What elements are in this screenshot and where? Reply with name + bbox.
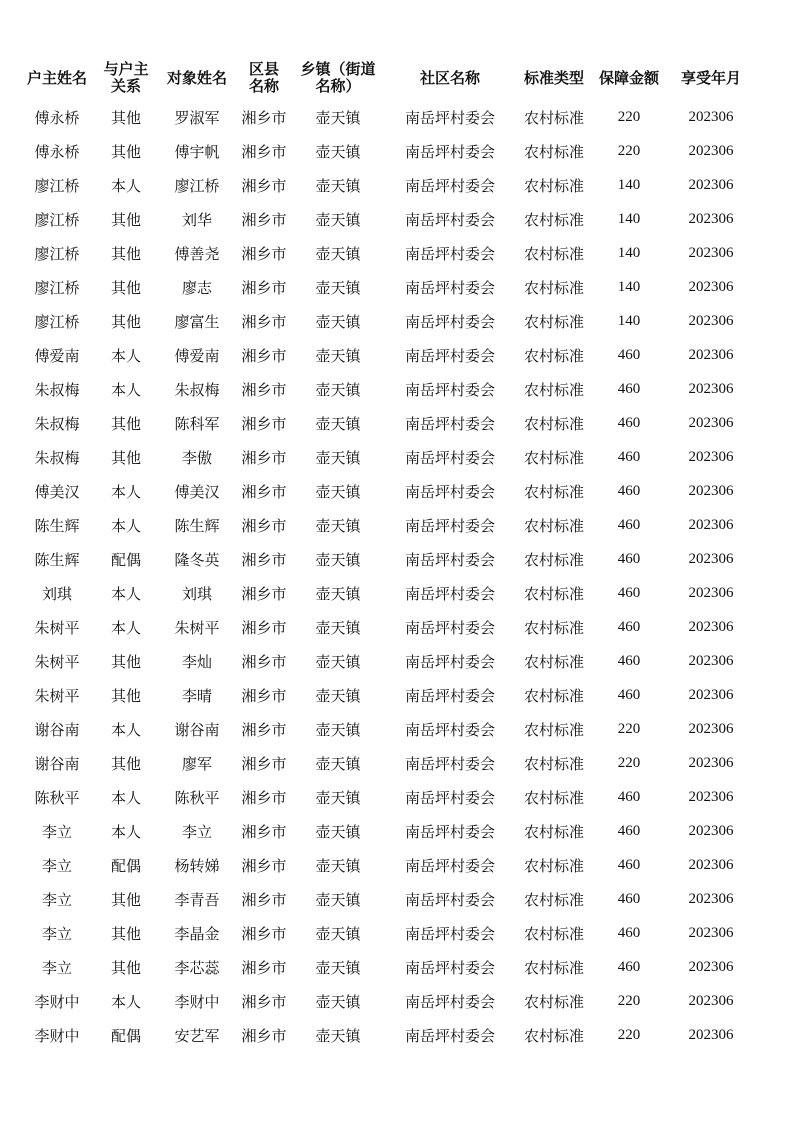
- relation-cell: 本人: [110, 720, 141, 739]
- relation-cell: 其他: [110, 652, 141, 671]
- relation-cell: 本人: [110, 584, 141, 603]
- member-name-cell: 陈生辉: [174, 516, 220, 535]
- table-row: [22, 712, 754, 746]
- standard-type-cell: 农村标准: [523, 244, 584, 263]
- community-cell: 南岳坪村委会: [404, 516, 495, 535]
- head-name-cell: 廖江桥: [34, 312, 80, 331]
- table-row: [22, 372, 754, 406]
- period-cell: 202306: [688, 618, 734, 635]
- table-row: [22, 950, 754, 984]
- amount-cell: 140: [617, 244, 641, 261]
- head-name-cell: 朱树平: [34, 618, 80, 637]
- head-name-cell: 陈生辉: [34, 550, 80, 569]
- amount-cell: 460: [617, 618, 641, 635]
- community-cell: 南岳坪村委会: [404, 448, 495, 467]
- table-body: [22, 100, 754, 1052]
- standard-type-cell: 农村标准: [523, 414, 584, 433]
- header-county: 区县 名称: [248, 60, 279, 95]
- amount-cell: 460: [617, 448, 641, 465]
- allowance-table: [22, 56, 754, 1052]
- period-cell: 202306: [688, 176, 734, 193]
- relation-cell: 本人: [110, 516, 141, 535]
- amount-cell: 460: [617, 584, 641, 601]
- period-cell: 202306: [688, 414, 734, 431]
- head-name-cell: 朱叔梅: [34, 414, 80, 433]
- standard-type-cell: 农村标准: [523, 924, 584, 943]
- period-cell: 202306: [688, 788, 734, 805]
- amount-cell: 460: [617, 380, 641, 397]
- relation-cell: 本人: [110, 788, 141, 807]
- county-cell: 湘乡市: [241, 958, 287, 977]
- relation-cell: 其他: [110, 278, 141, 297]
- period-cell: 202306: [688, 754, 734, 771]
- period-cell: 202306: [688, 278, 734, 295]
- amount-cell: 460: [617, 346, 641, 363]
- head-name-cell: 李立: [41, 822, 72, 841]
- town-cell: 壶天镇: [315, 822, 361, 841]
- amount-cell: 220: [617, 108, 641, 125]
- town-cell: 壶天镇: [315, 890, 361, 909]
- member-name-cell: 傅爱南: [174, 346, 220, 365]
- community-cell: 南岳坪村委会: [404, 1026, 495, 1045]
- period-cell: 202306: [688, 1026, 734, 1043]
- town-cell: 壶天镇: [315, 108, 361, 127]
- community-cell: 南岳坪村委会: [404, 244, 495, 263]
- member-name-cell: 李傲: [181, 448, 212, 467]
- period-cell: 202306: [688, 924, 734, 941]
- town-cell: 壶天镇: [315, 856, 361, 875]
- community-cell: 南岳坪村委会: [404, 312, 495, 331]
- amount-cell: 460: [617, 686, 641, 703]
- relation-cell: 其他: [110, 210, 141, 229]
- relation-cell: 其他: [110, 890, 141, 909]
- county-cell: 湘乡市: [241, 924, 287, 943]
- head-name-cell: 廖江桥: [34, 244, 80, 263]
- community-cell: 南岳坪村委会: [404, 414, 495, 433]
- standard-type-cell: 农村标准: [523, 380, 584, 399]
- standard-type-cell: 农村标准: [523, 176, 584, 195]
- relation-cell: 本人: [110, 380, 141, 399]
- period-cell: 202306: [688, 822, 734, 839]
- table-row: [22, 304, 754, 338]
- period-cell: 202306: [688, 652, 734, 669]
- relation-cell: 配偶: [110, 550, 141, 569]
- head-name-cell: 朱树平: [34, 652, 80, 671]
- county-cell: 湘乡市: [241, 652, 287, 671]
- amount-cell: 140: [617, 210, 641, 227]
- table-row: [22, 338, 754, 372]
- amount-cell: 460: [617, 856, 641, 873]
- town-cell: 壶天镇: [315, 686, 361, 705]
- community-cell: 南岳坪村委会: [404, 754, 495, 773]
- period-cell: 202306: [688, 244, 734, 261]
- header-member-name: 对象姓名: [166, 68, 227, 87]
- county-cell: 湘乡市: [241, 788, 287, 807]
- table-row: [22, 916, 754, 950]
- table-row: [22, 542, 754, 576]
- header-relation: 与户主 关系: [103, 60, 149, 95]
- period-cell: 202306: [688, 142, 734, 159]
- period-cell: 202306: [688, 686, 734, 703]
- community-cell: 南岳坪村委会: [404, 108, 495, 127]
- community-cell: 南岳坪村委会: [404, 686, 495, 705]
- member-name-cell: 朱树平: [174, 618, 220, 637]
- amount-cell: 220: [617, 992, 641, 1009]
- town-cell: 壶天镇: [315, 992, 361, 1011]
- relation-cell: 本人: [110, 822, 141, 841]
- town-cell: 壶天镇: [315, 584, 361, 603]
- community-cell: 南岳坪村委会: [404, 652, 495, 671]
- table-row: [22, 202, 754, 236]
- head-name-cell: 陈秋平: [34, 788, 80, 807]
- amount-cell: 460: [617, 788, 641, 805]
- standard-type-cell: 农村标准: [523, 958, 584, 977]
- county-cell: 湘乡市: [241, 176, 287, 195]
- community-cell: 南岳坪村委会: [404, 992, 495, 1011]
- table-row: [22, 474, 754, 508]
- standard-type-cell: 农村标准: [523, 584, 584, 603]
- period-cell: 202306: [688, 992, 734, 1009]
- period-cell: 202306: [688, 550, 734, 567]
- head-name-cell: 廖江桥: [34, 176, 80, 195]
- member-name-cell: 李立: [181, 822, 212, 841]
- head-name-cell: 李立: [41, 958, 72, 977]
- period-cell: 202306: [688, 856, 734, 873]
- header-standard-type: 标准类型: [523, 68, 584, 87]
- county-cell: 湘乡市: [241, 550, 287, 569]
- standard-type-cell: 农村标准: [523, 686, 584, 705]
- standard-type-cell: 农村标准: [523, 890, 584, 909]
- town-cell: 壶天镇: [315, 482, 361, 501]
- county-cell: 湘乡市: [241, 482, 287, 501]
- period-cell: 202306: [688, 448, 734, 465]
- relation-cell: 其他: [110, 142, 141, 161]
- town-cell: 壶天镇: [315, 244, 361, 263]
- amount-cell: 220: [617, 720, 641, 737]
- town-cell: 壶天镇: [315, 312, 361, 331]
- head-name-cell: 朱叔梅: [34, 380, 80, 399]
- member-name-cell: 陈秋平: [174, 788, 220, 807]
- period-cell: 202306: [688, 958, 734, 975]
- town-cell: 壶天镇: [315, 618, 361, 637]
- relation-cell: 其他: [110, 414, 141, 433]
- town-cell: 壶天镇: [315, 1026, 361, 1045]
- period-cell: 202306: [688, 890, 734, 907]
- community-cell: 南岳坪村委会: [404, 210, 495, 229]
- head-name-cell: 李立: [41, 856, 72, 875]
- head-name-cell: 廖江桥: [34, 210, 80, 229]
- community-cell: 南岳坪村委会: [404, 856, 495, 875]
- period-cell: 202306: [688, 482, 734, 499]
- table-row: [22, 168, 754, 202]
- community-cell: 南岳坪村委会: [404, 890, 495, 909]
- header-period: 享受年月: [680, 68, 741, 87]
- member-name-cell: 刘琪: [181, 584, 212, 603]
- member-name-cell: 廖志: [181, 278, 212, 297]
- table-row: [22, 576, 754, 610]
- member-name-cell: 廖军: [181, 754, 212, 773]
- header-head-name: 户主姓名: [26, 68, 87, 87]
- period-cell: 202306: [688, 720, 734, 737]
- member-name-cell: 李灿: [181, 652, 212, 671]
- member-name-cell: 傅善尧: [174, 244, 220, 263]
- county-cell: 湘乡市: [241, 210, 287, 229]
- member-name-cell: 廖富生: [174, 312, 220, 331]
- period-cell: 202306: [688, 312, 734, 329]
- amount-cell: 220: [617, 142, 641, 159]
- member-name-cell: 李晶金: [174, 924, 220, 943]
- relation-cell: 其他: [110, 244, 141, 263]
- amount-cell: 460: [617, 516, 641, 533]
- standard-type-cell: 农村标准: [523, 992, 584, 1011]
- county-cell: 湘乡市: [241, 856, 287, 875]
- county-cell: 湘乡市: [241, 992, 287, 1011]
- period-cell: 202306: [688, 584, 734, 601]
- community-cell: 南岳坪村委会: [404, 482, 495, 501]
- town-cell: 壶天镇: [315, 958, 361, 977]
- member-name-cell: 廖江桥: [174, 176, 220, 195]
- table-row: [22, 746, 754, 780]
- town-cell: 壶天镇: [315, 516, 361, 535]
- standard-type-cell: 农村标准: [523, 618, 584, 637]
- relation-cell: 其他: [110, 108, 141, 127]
- town-cell: 壶天镇: [315, 380, 361, 399]
- table-row: [22, 678, 754, 712]
- member-name-cell: 李芯蕊: [174, 958, 220, 977]
- member-name-cell: 李财中: [174, 992, 220, 1011]
- community-cell: 南岳坪村委会: [404, 618, 495, 637]
- town-cell: 壶天镇: [315, 720, 361, 739]
- head-name-cell: 傅永桥: [34, 142, 80, 161]
- table-row: [22, 1018, 754, 1052]
- period-cell: 202306: [688, 346, 734, 363]
- community-cell: 南岳坪村委会: [404, 584, 495, 603]
- table-row: [22, 644, 754, 678]
- table-row: [22, 780, 754, 814]
- county-cell: 湘乡市: [241, 448, 287, 467]
- head-name-cell: 傅永桥: [34, 108, 80, 127]
- standard-type-cell: 农村标准: [523, 482, 584, 501]
- standard-type-cell: 农村标准: [523, 822, 584, 841]
- town-cell: 壶天镇: [315, 210, 361, 229]
- table-row: [22, 814, 754, 848]
- town-cell: 壶天镇: [315, 754, 361, 773]
- county-cell: 湘乡市: [241, 1026, 287, 1045]
- community-cell: 南岳坪村委会: [404, 788, 495, 807]
- head-name-cell: 谢谷南: [34, 754, 80, 773]
- standard-type-cell: 农村标准: [523, 210, 584, 229]
- town-cell: 壶天镇: [315, 652, 361, 671]
- table-header-row: [22, 56, 754, 100]
- county-cell: 湘乡市: [241, 108, 287, 127]
- community-cell: 南岳坪村委会: [404, 142, 495, 161]
- county-cell: 湘乡市: [241, 142, 287, 161]
- member-name-cell: 罗淑军: [174, 108, 220, 127]
- relation-cell: 其他: [110, 686, 141, 705]
- header-amount: 保障金额: [598, 68, 659, 87]
- town-cell: 壶天镇: [315, 176, 361, 195]
- header-town: 乡镇（街道 名称）: [300, 60, 376, 95]
- head-name-cell: 李财中: [34, 1026, 80, 1045]
- relation-cell: 其他: [110, 312, 141, 331]
- relation-cell: 其他: [110, 958, 141, 977]
- head-name-cell: 李立: [41, 924, 72, 943]
- relation-cell: 配偶: [110, 1026, 141, 1045]
- member-name-cell: 隆冬英: [174, 550, 220, 569]
- member-name-cell: 朱叔梅: [174, 380, 220, 399]
- period-cell: 202306: [688, 210, 734, 227]
- relation-cell: 配偶: [110, 856, 141, 875]
- table-row: [22, 610, 754, 644]
- amount-cell: 220: [617, 1026, 641, 1043]
- county-cell: 湘乡市: [241, 890, 287, 909]
- county-cell: 湘乡市: [241, 414, 287, 433]
- table-row: [22, 134, 754, 168]
- member-name-cell: 李青吾: [174, 890, 220, 909]
- amount-cell: 140: [617, 278, 641, 295]
- standard-type-cell: 农村标准: [523, 108, 584, 127]
- county-cell: 湘乡市: [241, 584, 287, 603]
- table-row: [22, 270, 754, 304]
- community-cell: 南岳坪村委会: [404, 924, 495, 943]
- period-cell: 202306: [688, 516, 734, 533]
- member-name-cell: 陈科军: [174, 414, 220, 433]
- table-row: [22, 236, 754, 270]
- town-cell: 壶天镇: [315, 346, 361, 365]
- head-name-cell: 傅爱南: [34, 346, 80, 365]
- standard-type-cell: 农村标准: [523, 720, 584, 739]
- standard-type-cell: 农村标准: [523, 1026, 584, 1045]
- county-cell: 湘乡市: [241, 312, 287, 331]
- town-cell: 壶天镇: [315, 448, 361, 467]
- community-cell: 南岳坪村委会: [404, 346, 495, 365]
- table-row: [22, 508, 754, 542]
- head-name-cell: 刘琪: [41, 584, 72, 603]
- relation-cell: 本人: [110, 346, 141, 365]
- amount-cell: 140: [617, 312, 641, 329]
- table-row: [22, 406, 754, 440]
- relation-cell: 本人: [110, 618, 141, 637]
- community-cell: 南岳坪村委会: [404, 278, 495, 297]
- standard-type-cell: 农村标准: [523, 788, 584, 807]
- county-cell: 湘乡市: [241, 822, 287, 841]
- community-cell: 南岳坪村委会: [404, 176, 495, 195]
- community-cell: 南岳坪村委会: [404, 958, 495, 977]
- head-name-cell: 李立: [41, 890, 72, 909]
- standard-type-cell: 农村标准: [523, 278, 584, 297]
- amount-cell: 460: [617, 652, 641, 669]
- amount-cell: 460: [617, 550, 641, 567]
- standard-type-cell: 农村标准: [523, 448, 584, 467]
- head-name-cell: 朱叔梅: [34, 448, 80, 467]
- county-cell: 湘乡市: [241, 380, 287, 399]
- standard-type-cell: 农村标准: [523, 346, 584, 365]
- amount-cell: 460: [617, 822, 641, 839]
- town-cell: 壶天镇: [315, 278, 361, 297]
- member-name-cell: 刘华: [181, 210, 212, 229]
- community-cell: 南岳坪村委会: [404, 822, 495, 841]
- county-cell: 湘乡市: [241, 618, 287, 637]
- county-cell: 湘乡市: [241, 686, 287, 705]
- amount-cell: 460: [617, 414, 641, 431]
- county-cell: 湘乡市: [241, 754, 287, 773]
- county-cell: 湘乡市: [241, 516, 287, 535]
- member-name-cell: 李晴: [181, 686, 212, 705]
- standard-type-cell: 农村标准: [523, 856, 584, 875]
- relation-cell: 本人: [110, 992, 141, 1011]
- standard-type-cell: 农村标准: [523, 142, 584, 161]
- table-row: [22, 100, 754, 134]
- community-cell: 南岳坪村委会: [404, 550, 495, 569]
- member-name-cell: 傅美汉: [174, 482, 220, 501]
- head-name-cell: 陈生辉: [34, 516, 80, 535]
- table-row: [22, 882, 754, 916]
- head-name-cell: 李财中: [34, 992, 80, 1011]
- head-name-cell: 朱树平: [34, 686, 80, 705]
- standard-type-cell: 农村标准: [523, 312, 584, 331]
- relation-cell: 本人: [110, 482, 141, 501]
- town-cell: 壶天镇: [315, 142, 361, 161]
- amount-cell: 460: [617, 482, 641, 499]
- relation-cell: 本人: [110, 176, 141, 195]
- standard-type-cell: 农村标准: [523, 550, 584, 569]
- county-cell: 湘乡市: [241, 346, 287, 365]
- amount-cell: 220: [617, 754, 641, 771]
- town-cell: 壶天镇: [315, 924, 361, 943]
- county-cell: 湘乡市: [241, 720, 287, 739]
- standard-type-cell: 农村标准: [523, 516, 584, 535]
- member-name-cell: 谢谷南: [174, 720, 220, 739]
- member-name-cell: 杨转娣: [174, 856, 220, 875]
- relation-cell: 其他: [110, 448, 141, 467]
- period-cell: 202306: [688, 108, 734, 125]
- amount-cell: 460: [617, 924, 641, 941]
- community-cell: 南岳坪村委会: [404, 380, 495, 399]
- county-cell: 湘乡市: [241, 244, 287, 263]
- table-row: [22, 984, 754, 1018]
- relation-cell: 其他: [110, 924, 141, 943]
- standard-type-cell: 农村标准: [523, 754, 584, 773]
- town-cell: 壶天镇: [315, 788, 361, 807]
- community-cell: 南岳坪村委会: [404, 720, 495, 739]
- town-cell: 壶天镇: [315, 550, 361, 569]
- standard-type-cell: 农村标准: [523, 652, 584, 671]
- member-name-cell: 安艺军: [174, 1026, 220, 1045]
- period-cell: 202306: [688, 380, 734, 397]
- table-row: [22, 440, 754, 474]
- county-cell: 湘乡市: [241, 278, 287, 297]
- header-community: 社区名称: [419, 68, 480, 87]
- amount-cell: 460: [617, 890, 641, 907]
- head-name-cell: 廖江桥: [34, 278, 80, 297]
- town-cell: 壶天镇: [315, 414, 361, 433]
- relation-cell: 其他: [110, 754, 141, 773]
- head-name-cell: 谢谷南: [34, 720, 80, 739]
- amount-cell: 460: [617, 958, 641, 975]
- member-name-cell: 傅宇帆: [174, 142, 220, 161]
- head-name-cell: 傅美汉: [34, 482, 80, 501]
- table-row: [22, 848, 754, 882]
- amount-cell: 140: [617, 176, 641, 193]
